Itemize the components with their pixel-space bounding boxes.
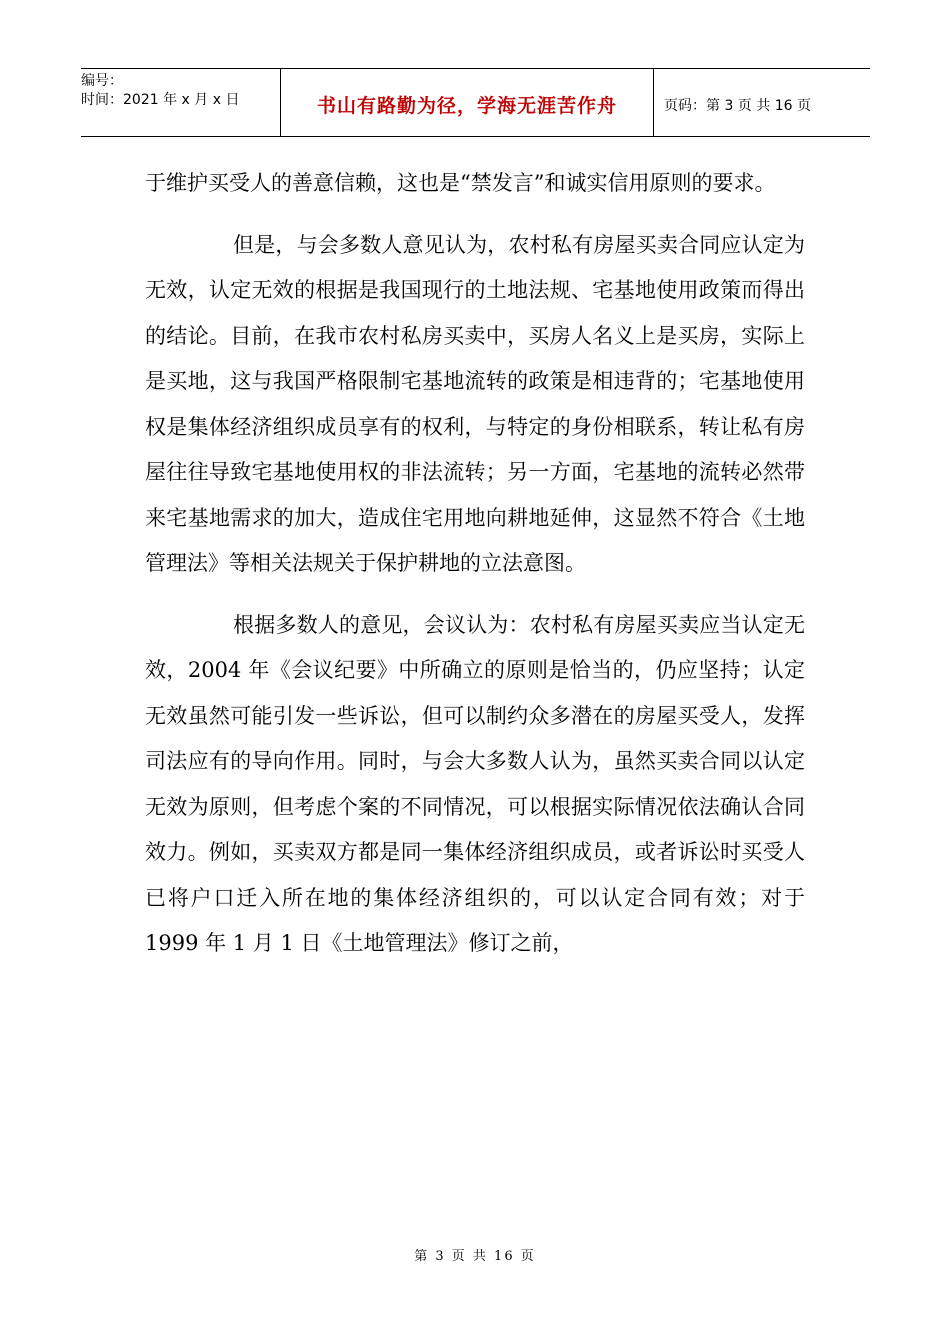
header-page-info: 页码：第 3 页 共 16 页 bbox=[664, 97, 811, 114]
header-motto: 书山有路勤为径，学海无涯苦作舟 bbox=[281, 69, 654, 136]
paragraph-1: 于维护买受人的善意信赖，这也是“禁发言”和诚实信用原则的要求。 bbox=[145, 171, 776, 195]
code-label: 编号： bbox=[81, 73, 123, 89]
document-header bbox=[81, 68, 870, 137]
paragraph-3: 根据多数人的意见，会议认为：农村私有房屋买卖应当认定无效，2004 年《会议纪要》中所确立的原则是恰当的，仍应坚持；认定无效虽然可能引发一些诉讼，但可以制约众多潜在的房屋买受人，发挥司法应有的导向作用。同时，与会大多数人认为，虽然买卖合同以认定无效为原则，但考虑个案的不同情况，可以根据实际情况依法确认合同效力。例如，买卖双方都是同一集体经济组织成员，或者诉讼时买受人已将户口迁入所在地的集体经济组织的，可以认定合同有效；对于 1999 年 1 月 1 日《土地管理法》修订之前， bbox=[145, 612, 805, 955]
paragraph-2: 但是，与会多数人意见认为，农村私有房屋买卖合同应认定为无效，认定无效的根据是我国现行的土地法规、宅基地使用政策而得出的结论。目前，在我市农村私房买卖中，买房人名义上是买房，实际上是买地，这与我国严格限制宅基地流转的政策是相违背的；宅基地使用权是集体经济组织成员享有的权利，与特定的身份相联系，转让私有房屋往往导致宅基地使用权的非法流转；另一方面，宅基地的流转必然带来宅基地需求的加大，造成住宅用地向耕地延伸，这显然不符合《土地管理法》等相关法规关于保护耕地的立法意图。 bbox=[145, 232, 805, 575]
header-meta bbox=[81, 69, 281, 136]
document-body bbox=[145, 161, 805, 967]
time-label: 时间：2021 年 x 月 x 日 bbox=[81, 92, 240, 108]
page-footer: 第 3 页 共 16 页 bbox=[414, 1249, 536, 1264]
